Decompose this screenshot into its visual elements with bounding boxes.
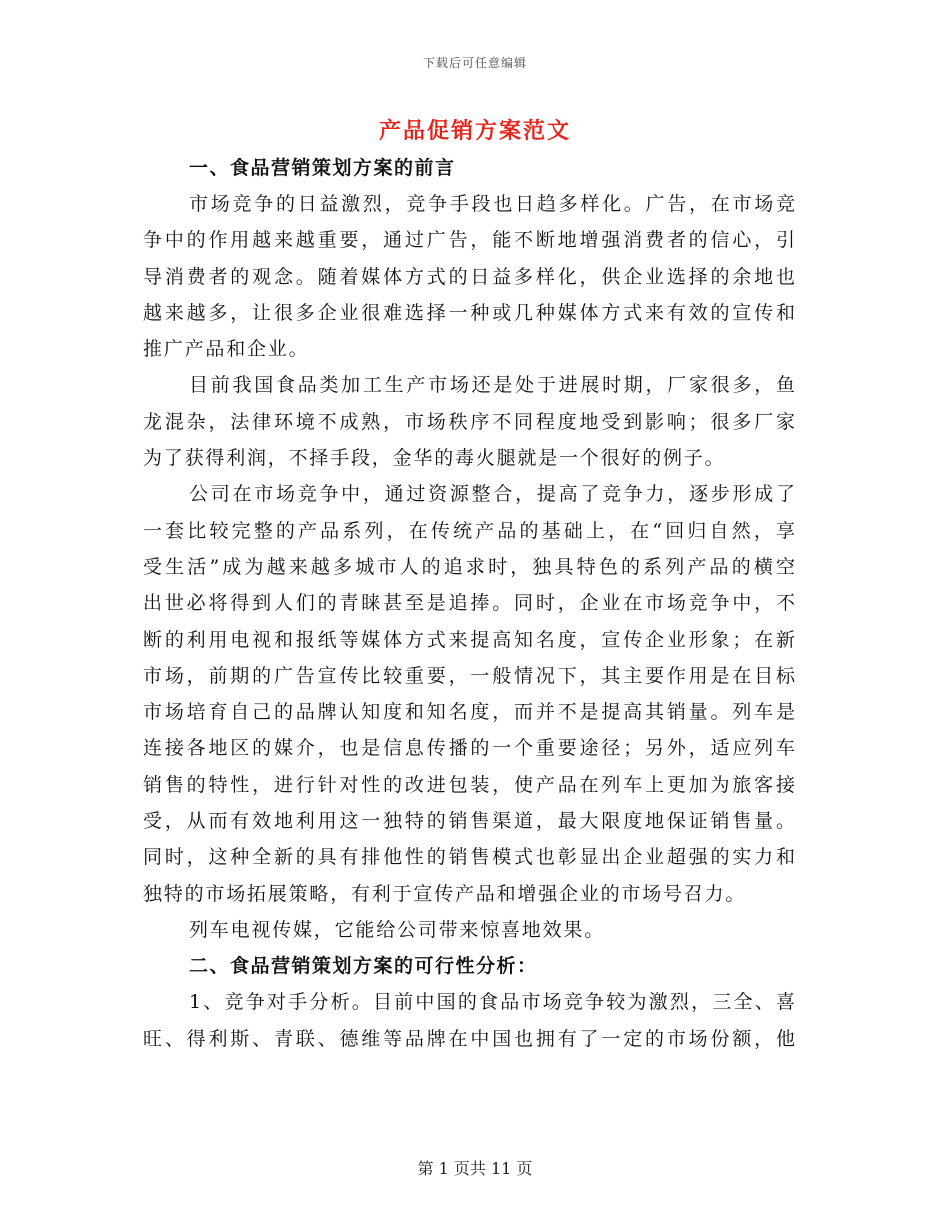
paragraph-line: 列车电视传媒，它能给公司带来惊喜地效果。 <box>189 918 606 941</box>
paragraph-line: 销售的特性，进行针对性的改进包装，使产品在列车上更加为旅客接 <box>143 773 795 796</box>
section-heading-preface: 一、食品营销策划方案的前言 <box>189 157 456 179</box>
paragraph-line: 目前我国食品类加工生产市场还是处于进展时期，厂家很多，鱼 <box>189 374 795 397</box>
paragraph-competitor-analysis <box>143 984 795 1057</box>
paragraph-line: 受，从而有效地利用这一独特的销售渠道，最大限度地保证销售量。 <box>143 810 795 833</box>
paragraph-line: 市场培育自己的品牌认知度和知名度，而并不是提高其销量。列车是 <box>143 701 795 724</box>
paragraph-line: 出世必将得到人们的青睐甚至是追捧。同时，企业在市场竞争中，不 <box>143 592 795 615</box>
section-heading-feasibility: 二、食品营销策划方案的可行性分析： <box>189 955 538 978</box>
paragraph-line: 连接各地区的媒介，也是信息传播的一个重要途径；另外，适应列车 <box>143 737 795 760</box>
paragraph-industry-status <box>143 367 795 476</box>
paragraph-line: 同时，这种全新的具有排他性的销售模式也彰显出企业超强的实力和 <box>143 846 795 869</box>
paragraph-line: 龙混杂，法律环境不成熟，市场秩序不同程度地受到影响；很多厂家 <box>143 410 795 433</box>
paragraph-line: 导消费者的观念。随着媒体方式的日益多样化，供企业选择的余地也 <box>143 265 795 288</box>
paragraph-line: 推广产品和企业。 <box>143 338 310 361</box>
paragraph-line: 争中的作用越来越重要，通过广告，能不断地增强消费者的信心，引 <box>143 229 795 252</box>
paragraph-line: 市场，前期的广告宣传比较重要，一般情况下，其主要作用是在目标 <box>143 664 795 687</box>
page-footer: 第 1 页共 11 页 <box>417 1159 533 1178</box>
document-body <box>143 150 795 1057</box>
page-header: 下载后可任意编辑 <box>422 56 527 70</box>
document-title: 产品促销方案范文 <box>378 119 571 144</box>
paragraph-line: 公司在市场竞争中，通过资源整合，提高了竞争力，逐步形成了 <box>189 483 795 506</box>
paragraph-line: 断的利用电视和报纸等媒体方式来提高知名度，宣传企业形象；在新 <box>143 628 795 651</box>
paragraph-line: 受生活”成为越来越多城市人的追求时，独具特色的系列产品的横空 <box>143 555 795 578</box>
paragraph-line: 为了获得利润，不择手段，金华的毒火腿就是一个很好的例子。 <box>143 447 726 470</box>
paragraph-line: 旺、得利斯、青联、德维等品牌在中国也拥有了一定的市场份额，他 <box>143 1027 795 1050</box>
paragraph-line: 独特的市场拓展策略，有利于宣传产品和增强企业的市场号召力。 <box>143 882 747 905</box>
paragraph-train-tv <box>143 912 795 948</box>
paragraph-line: 市场竞争的日益激烈，竞争手段也日趋多样化。广告，在市场竞 <box>189 193 795 215</box>
paragraph-market-competition <box>143 186 795 367</box>
paragraph-line: 一套比较完整的产品系列，在传统产品的基础上，在“回归自然，享 <box>143 519 795 542</box>
paragraph-line: 1、竞争对手分析。目前中国的食品市场竞争较为激烈，三全、喜 <box>189 991 795 1014</box>
paragraph-line: 越来越多，让很多企业很难选择一种或几种媒体方式来有效的宣传和 <box>143 301 795 324</box>
paragraph-company-strategy <box>143 476 795 912</box>
